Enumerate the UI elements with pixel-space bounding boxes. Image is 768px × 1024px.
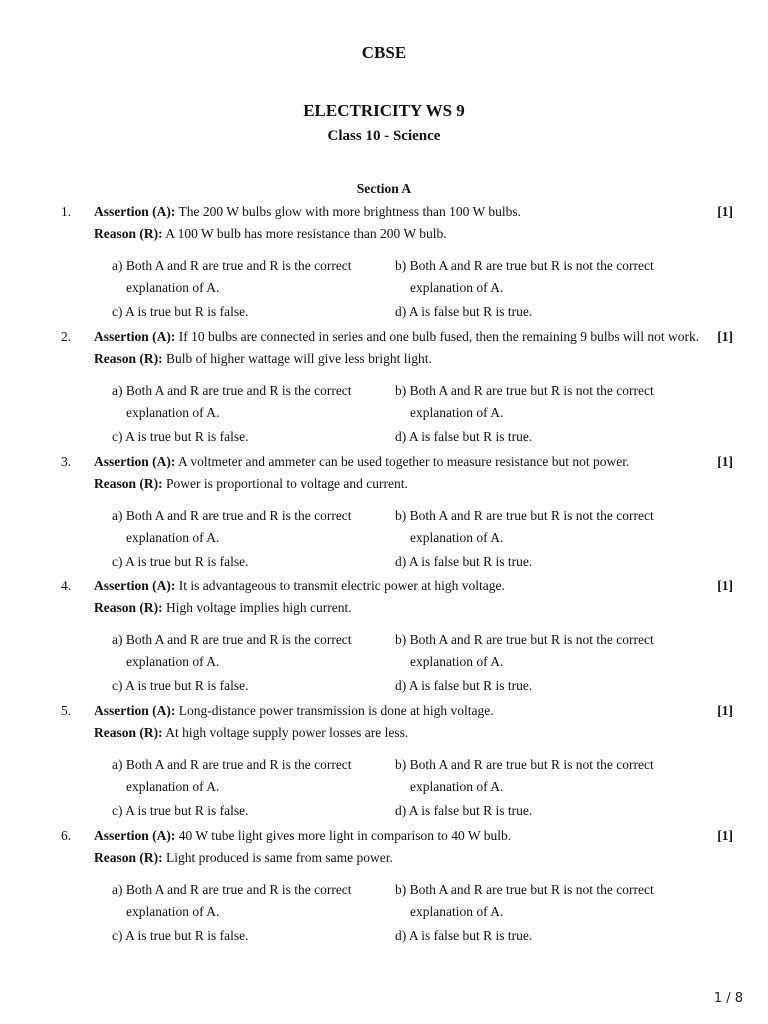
- assertion-label: Assertion (A):: [94, 578, 176, 594]
- option-a: a) Both A and R are true and R is the correct explanation of A.: [112, 757, 352, 795]
- reason-text: Light produced is same from same power.: [166, 850, 393, 865]
- reason-line: [94, 850, 393, 866]
- question-number: 1.: [61, 204, 72, 219]
- reason-line: [94, 600, 352, 616]
- question-marks: [1]: [717, 703, 733, 719]
- assertion-label: Assertion (A):: [94, 453, 176, 469]
- question-number: 4.: [61, 578, 72, 594]
- section-heading: Section A: [356, 181, 412, 196]
- assertion-text: Long-distance power transmission is done at high voltage.: [178, 703, 494, 719]
- reason-text: Bulb of higher wattage will give less bright light.: [166, 350, 432, 366]
- question-marks: [1]: [717, 828, 733, 843]
- option-d: d) A is false but R is true.: [395, 928, 533, 943]
- reason-text: Power is proportional to voltage and current.: [166, 475, 408, 491]
- assertion-line: [94, 204, 709, 220]
- assertion-line: [94, 578, 709, 594]
- assertion-line: [94, 703, 709, 719]
- option-c: c) A is true but R is false.: [112, 553, 249, 569]
- assertion-text: A voltmeter and ammeter can be used together to measure resistance but not power.: [178, 453, 630, 469]
- question-item: [0, 578, 768, 702]
- assertion-label: Assertion (A):: [94, 703, 176, 719]
- reason-text: High voltage implies high current.: [166, 600, 352, 616]
- question-item: [0, 329, 768, 453]
- question-marks: [1]: [717, 328, 733, 344]
- assertion-line: [94, 329, 709, 345]
- reason-label: Reason (R):: [94, 850, 163, 865]
- reason-line: [94, 476, 408, 492]
- worksheet-subtitle: Class 10 - Science: [327, 128, 441, 144]
- question-number: 6.: [61, 828, 72, 843]
- assertion-text: The 200 W bulbs glow with more brightness than 100 W bulbs.: [178, 204, 521, 219]
- reason-label: Reason (R):: [94, 350, 163, 366]
- option-a: a) Both A and R are true and R is the correct explanation of A.: [112, 632, 352, 670]
- option-a: a) Both A and R are true and R is the correct explanation of A.: [112, 882, 352, 919]
- reason-label: Reason (R):: [94, 475, 163, 491]
- reason-text: A 100 W bulb has more resistance than 200 W bulb.: [165, 226, 447, 241]
- reason-label: Reason (R):: [94, 226, 163, 241]
- option-d: d) A is false but R is true.: [395, 803, 533, 819]
- question-marks: [1]: [717, 578, 733, 594]
- worksheet-title: ELECTRICITY WS 9: [303, 101, 465, 120]
- option-c: c) A is true but R is false.: [112, 928, 249, 943]
- question-marks: [1]: [717, 204, 733, 219]
- option-b: b) Both A and R are true but R is not the correct explanation of A.: [395, 632, 654, 670]
- question-item: [0, 454, 768, 578]
- assertion-text: If 10 bulbs are connected in series and one bulb fused, then the remaining 9 bulbs will not work.: [178, 328, 700, 344]
- reason-line: [94, 226, 447, 242]
- option-b: b) Both A and R are true but R is not the correct explanation of A.: [395, 507, 654, 545]
- question-number: 5.: [61, 703, 72, 719]
- option-a: a) Both A and R are true and R is the correct explanation of A.: [112, 382, 352, 420]
- assertion-line: [94, 454, 709, 470]
- question-number: 3.: [61, 453, 72, 469]
- assertion-text: 40 W tube light gives more light in comparison to 40 W bulb.: [178, 828, 512, 843]
- reason-line: [94, 351, 432, 367]
- option-c: c) A is true but R is false.: [112, 304, 249, 319]
- option-d: d) A is false but R is true.: [395, 428, 533, 444]
- reason-label: Reason (R):: [94, 725, 163, 741]
- option-b: b) Both A and R are true but R is not the correct explanation of A.: [395, 382, 654, 420]
- reason-text: At high voltage supply power losses are less.: [165, 725, 409, 741]
- reason-line: [94, 725, 408, 741]
- assertion-label: Assertion (A):: [94, 328, 176, 344]
- option-b: b) Both A and R are true but R is not the correct explanation of A.: [395, 258, 654, 295]
- assertion-text: It is advantageous to transmit electric power at high voltage.: [178, 578, 505, 594]
- reason-label: Reason (R):: [94, 600, 163, 616]
- question-item: [0, 828, 768, 952]
- question-item: [0, 703, 768, 827]
- option-c: c) A is true but R is false.: [112, 428, 249, 444]
- assertion-line: [94, 828, 709, 844]
- question-number: 2.: [61, 328, 72, 344]
- option-b: b) Both A and R are true but R is not the correct explanation of A.: [395, 882, 654, 919]
- question-item: [0, 204, 768, 328]
- question-marks: [1]: [717, 453, 733, 469]
- option-d: d) A is false but R is true.: [395, 553, 533, 569]
- assertion-label: Assertion (A):: [94, 828, 176, 843]
- page-indicator: 1 / 8: [713, 991, 743, 1006]
- option-a: a) Both A and R are true and R is the correct explanation of A.: [112, 258, 352, 295]
- option-a: a) Both A and R are true and R is the correct explanation of A.: [112, 507, 352, 545]
- assertion-label: Assertion (A):: [94, 204, 176, 219]
- board-name: CBSE: [361, 43, 407, 62]
- option-c: c) A is true but R is false.: [112, 803, 249, 819]
- option-c: c) A is true but R is false.: [112, 678, 249, 694]
- option-d: d) A is false but R is true.: [395, 678, 533, 694]
- option-d: d) A is false but R is true.: [395, 304, 533, 319]
- option-b: b) Both A and R are true but R is not the correct explanation of A.: [395, 757, 654, 795]
